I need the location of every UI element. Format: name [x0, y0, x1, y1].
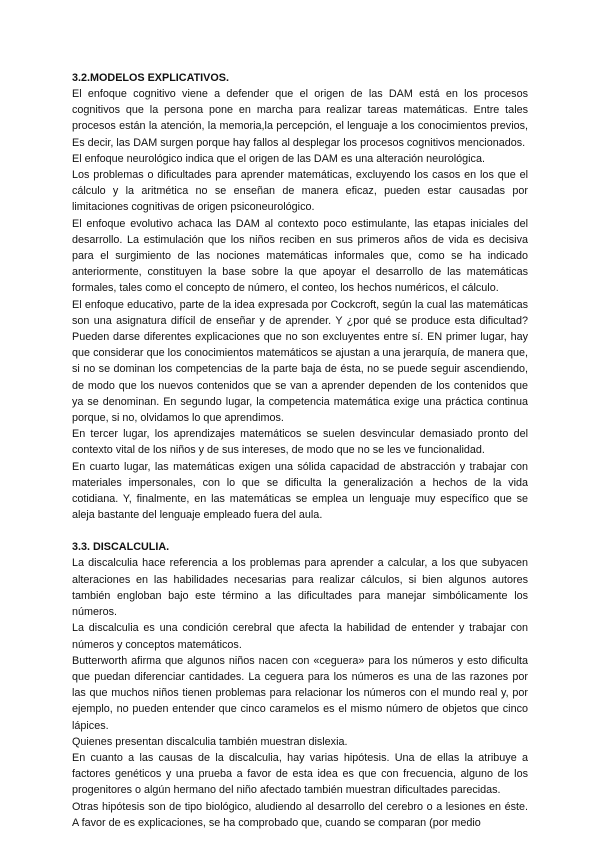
paragraph: Los problemas o dificultades para aprender matemáticas, excluyendo los casos en los que el cálculo y la aritmética no se enseñan de manera eficaz, pueden estar causadas por limitaciones cognitivas de origen psiconeurológico.: [72, 169, 528, 214]
paragraph: En cuanto a las causas de la discalculia, hay varias hipótesis. Una de ellas la atribuye a factores genéticos y una prueba a favor de esta idea es que con frecuencia, alguno de los progenitores o algún hermano del niño afectado también muestran dificultades parecidas.: [72, 751, 528, 797]
paragraph: En tercer lugar, los aprendizajes matemáticos se suelen desvincular demasiado pronto del contexto vital de los niños y de sus intereses, de modo que no se les ve funcionalidad.: [72, 428, 528, 457]
paragraph: Quienes presentan discalculia también muestran dislexia.: [72, 735, 348, 748]
paragraph: El enfoque neurológico indica que el origen de las DAM es una alteración neurológica.: [72, 152, 485, 165]
paragraph: El enfoque cognitivo viene a defender que el origen de las DAM está en los procesos cognitivos que la persona pone en marcha para realizar tareas matemáticas. Entre tales procesos están la atención, la memoria,la percepción, el lenguaje a los conocimientos previos, Es decir, las DAM surgen porque hay fallos al desplegar los procesos cognitivos mencionados.: [72, 88, 528, 149]
paragraph: Otras hipótesis son de tipo biológico, aludiendo al desarrollo del cerebro o a lesiones en éste. A favor de es explicaciones, se ha comprobado que, cuando se comparan (por medio: [72, 800, 528, 829]
paragraph: En cuarto lugar, las matemáticas exigen una sólida capacidad de abstracción y trabajar con materiales impersonales, con lo que se dificulta la generalización a hechos de la vida cotidiana. Y, finalmente, en las matemáticas se emplea un lenguaje muy específico que se aleja bastante del lenguaje empleado fuera del aula.: [72, 460, 528, 522]
section-heading-discalculia: 3.3. DISCALCULIA.: [72, 541, 170, 554]
paragraph: La discalculia hace referencia a los problemas para aprender a calcular, a los que subyacen alteraciones en las habilidades necesarias para realizar cálculos, si bien algunos autores también engloban bajo este término a las dificultades para manejar simbólicamente los números.: [72, 557, 528, 619]
paragraph: El enfoque educativo, parte de la idea expresada por Cockcroft, según la cual las matemáticas son una asignatura difícil de enseñar y de aprender. Y ¿por qué se produce esta dificultad? Pueden darse diferentes explicaciones que no son excluyentes entre sí. EN primer lugar, hay que considerar que los conocimientos matemáticos se ajustan a una jerarquía, de manera que, si no se dominan los competencias de la parte baja de ésta, no se puede seguir ascendiendo, de modo que los nuevos contenidos que se van a aprender dependen de los contenidos que ya se denominan. En segundo lugar, la competencia matemática exige una práctica continua porque, si no, olvidamos lo que aprendimos.: [72, 298, 528, 425]
section-spacer: [72, 523, 528, 539]
paragraph: La discalculia es una condición cerebral que afecta la habilidad de entender y trabajar con números y conceptos matemáticos.: [72, 622, 528, 651]
section-heading-modelos: 3.2.MODELOS EXPLICATIVOS.: [72, 72, 229, 84]
paragraph: El enfoque evolutivo achaca las DAM al contexto poco estimulante, las etapas iniciales del desarrollo. La estimulación que los niños reciben en sus primeros años de vida es decisiva para el surgimiento de las nociones matemáticas informales que, como se ha indicado anteriormente, constituyen la base sobre la que apoyar el desarrollo de las matemáticas formales, tales como el concepto de número, el conteo, los hechos numéricos, el cálculo.: [72, 217, 528, 295]
paragraph: Butterworth afirma que algunos niños nacen con «ceguera» para los números y esto dificulta que puedan diferenciar cantidades. La ceguera para los números es una de las razones por las que muchos niños tienen problemas para relacionar los números con el mundo real y, por ejemplo, no pueden entender que cinco caramelos es el mismo número de objetos que cinco lápices.: [72, 654, 528, 732]
